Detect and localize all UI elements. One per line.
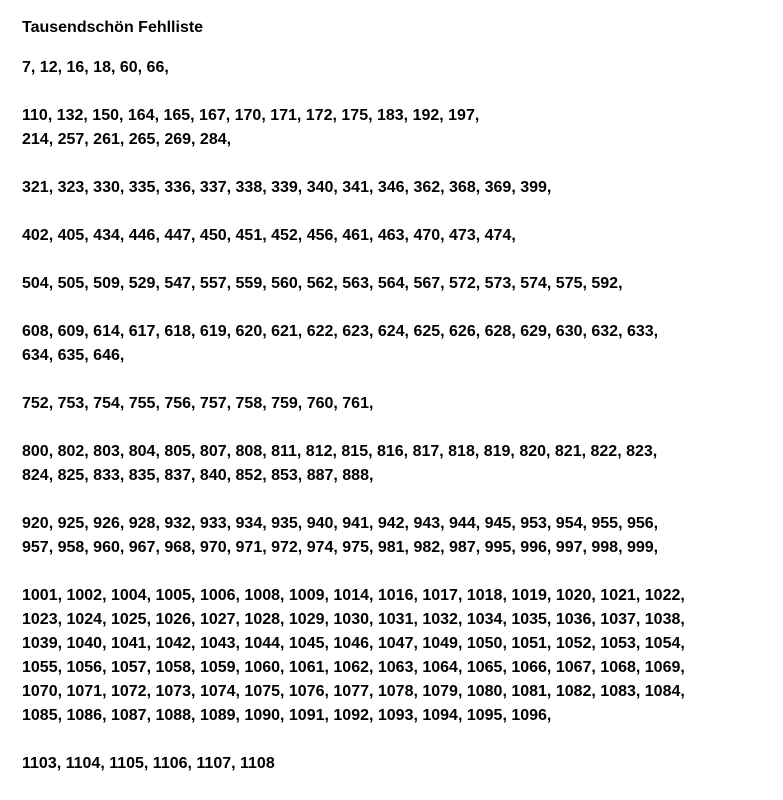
number-group: [22, 56, 772, 80]
number-group: [22, 320, 772, 368]
number-line: 752, 753, 754, 755, 756, 757, 758, 759, 760, 761,: [22, 395, 374, 412]
number-line: 321, 323, 330, 335, 336, 337, 338, 339, 340, 341, 346, 362, 368, 369, 399,: [22, 179, 552, 196]
number-group: [22, 224, 772, 248]
document-title: Tausendschön Fehlliste: [22, 19, 204, 36]
number-group: [22, 752, 772, 776]
number-group: [22, 440, 772, 488]
number-group: [22, 176, 772, 200]
number-line: 1085, 1086, 1087, 1088, 1089, 1090, 1091, 1092, 1093, 1094, 1095, 1096,: [22, 707, 552, 724]
number-group: [22, 392, 772, 416]
number-group: [22, 272, 772, 296]
number-line: 402, 405, 434, 446, 447, 450, 451, 452, 456, 461, 463, 470, 473, 474,: [22, 227, 516, 244]
number-line: 1103, 1104, 1105, 1106, 1107, 1108: [22, 755, 275, 772]
number-group: [22, 584, 772, 728]
number-line: 800, 802, 803, 804, 805, 807, 808, 811, 812, 815, 816, 817, 818, 819, 820, 821, 822, 823,: [22, 443, 658, 460]
number-line: 634, 635, 646,: [22, 347, 125, 364]
number-line: 504, 505, 509, 529, 547, 557, 559, 560, 562, 563, 564, 567, 572, 573, 574, 575, 592,: [22, 275, 623, 292]
number-group: [22, 512, 772, 560]
number-line: 920, 925, 926, 928, 932, 933, 934, 935, 940, 941, 942, 943, 944, 945, 953, 954, 955, 956,: [22, 515, 659, 532]
document: [22, 16, 772, 800]
number-line: 1023, 1024, 1025, 1026, 1027, 1028, 1029, 1030, 1031, 1032, 1034, 1035, 1036, 1037, 1038,: [22, 611, 685, 628]
number-group: [22, 104, 772, 152]
number-line: 7, 12, 16, 18, 60, 66,: [22, 59, 169, 76]
number-line: 110, 132, 150, 164, 165, 167, 170, 171, 172, 175, 183, 192, 197,: [22, 107, 480, 124]
number-line: 608, 609, 614, 617, 618, 619, 620, 621, 622, 623, 624, 625, 626, 628, 629, 630, 632, 633,: [22, 323, 659, 340]
number-line: 1001, 1002, 1004, 1005, 1006, 1008, 1009, 1014, 1016, 1017, 1018, 1019, 1020, 1021, 1022,: [22, 587, 685, 604]
number-line: 1039, 1040, 1041, 1042, 1043, 1044, 1045, 1046, 1047, 1049, 1050, 1051, 1052, 1053, 1054,: [22, 635, 685, 652]
number-line: 1055, 1056, 1057, 1058, 1059, 1060, 1061, 1062, 1063, 1064, 1065, 1066, 1067, 1068, 1069,: [22, 659, 685, 676]
number-line: 824, 825, 833, 835, 837, 840, 852, 853, 887, 888,: [22, 467, 374, 484]
number-line: 957, 958, 960, 967, 968, 970, 971, 972, 974, 975, 981, 982, 987, 995, 996, 997, 998, 999,: [22, 539, 659, 556]
number-line: 1070, 1071, 1072, 1073, 1074, 1075, 1076, 1077, 1078, 1079, 1080, 1081, 1082, 1083, 1084,: [22, 683, 685, 700]
number-line: 214, 257, 261, 265, 269, 284,: [22, 131, 232, 148]
